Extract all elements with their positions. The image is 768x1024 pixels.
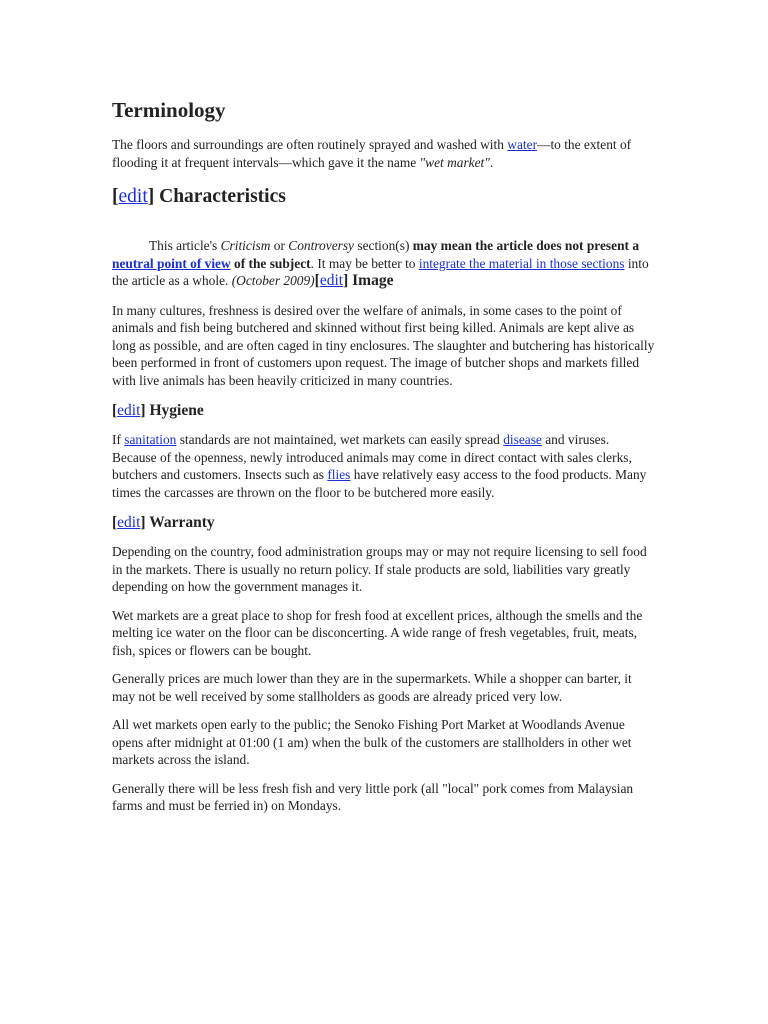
disease-link[interactable]: disease (503, 432, 542, 447)
hygiene-paragraph: If sanitation standards are not maintained, wet markets can easily spread disease and viruses. Because of the openness, newly introduced animals may come in direct contact with sales clerks, butchers and customers. Insects such as flies have relatively easy access to the food products. Many times the carcasses are thrown on the floor to be butchered more easily. (112, 432, 647, 500)
edit-link-warranty[interactable]: edit (117, 514, 141, 531)
warranty-paragraph-1: Depending on the country, food administration groups may or may not require licensing to sell food in the markets. There is usually no return policy. If stale products are sold, liabilities vary greatly depending on how the government manages it. (112, 544, 647, 594)
edit-link-characteristics[interactable]: edit (118, 186, 148, 207)
warranty-paragraph-2: Wet markets are a great place to shop for fresh food at excellent prices, although the smells and the melting ice water on the floor can be disconcerting. A wide range of fresh vegetables, fruit, meats, fish, spices or flowers can be bought. (112, 607, 643, 658)
image-paragraph: In many cultures, freshness is desired over the welfare of animals, in some cases to the point of animals and fish being butchered and skinned without first being killed. Animals are kept alive as long as possible, and are often caged in tiny enclosures. The slaughter and butchering has historically been performed in front of customers upon request. The image of butcher shops and markets filled with live animals has been heavily criticized in many countries. (112, 302, 655, 388)
flies-link[interactable]: flies (327, 467, 351, 482)
edit-link-image[interactable]: edit (319, 272, 344, 289)
warranty-paragraph-3: Generally prices are much lower than they are in the supermarkets. While a shopper can barter, it may not be well received by some stallholders as goods are already priced very low. (112, 671, 632, 704)
edit-link-hygiene[interactable]: edit (117, 402, 141, 419)
image-heading: [edit] Image (314, 272, 394, 289)
terminology-paragraph: The floors and surroundings are often routinely sprayed and washed with water—to the extent of flooding it at frequent intervals—which gave it the name "wet market". (112, 137, 632, 170)
integrate-material-link[interactable]: integrate the material in those sections (418, 255, 625, 271)
warranty-paragraph-5: Generally there will be less fresh fish and very little pork (all "local" pork comes from Malaysian farms and must be ferried in) on Mondays. (112, 780, 634, 813)
warranty-heading: [edit] Warranty (112, 514, 215, 531)
characteristics-heading: [edit] Characteristics (112, 186, 286, 207)
warranty-paragraph-4: All wet markets open early to the public; the Senoko Fishing Port Market at Woodlands Avenue opens after midnight at 01:00 (1 am) when the bulk of the customers are stallholders in other wet markets across the island. (112, 717, 632, 767)
pov-notice: This article's Criticism or Controversy section(s) may mean the article does not present a neutral point of view of the subject. It may be better to integrate the material in those sections into the article as a whole. (October 2009)[edit] Image (112, 238, 649, 289)
neutral-point-of-view-link[interactable]: neutral point of view (112, 255, 231, 271)
water-link[interactable]: water (507, 137, 538, 152)
hygiene-heading: [edit] Hygiene (112, 402, 204, 419)
article-page (112, 96, 657, 815)
sanitation-link[interactable]: sanitation (124, 432, 177, 447)
terminology-heading: Terminology (112, 98, 226, 122)
